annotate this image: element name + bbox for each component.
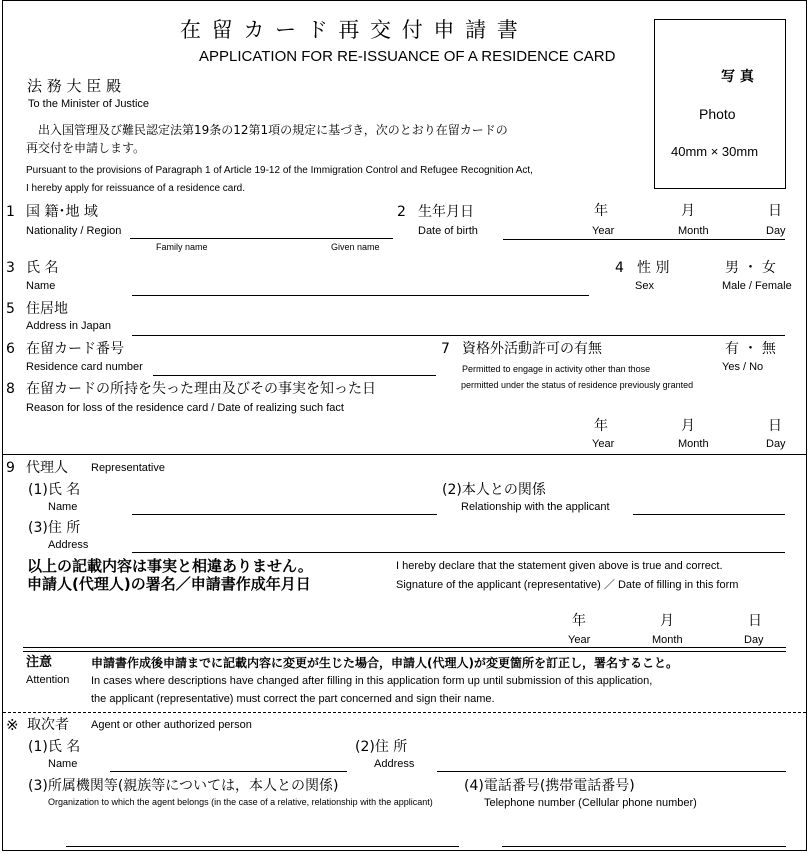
photo-box[interactable]	[654, 19, 786, 189]
field6-number: 6	[6, 341, 15, 357]
loss-month-jp: 月	[681, 418, 695, 434]
field5-label-en: Address in Japan	[26, 320, 111, 332]
agent-name-input-line[interactable]	[110, 771, 347, 772]
addressee-en: To the Minister of Justice	[28, 98, 150, 110]
loss-day-en: Day	[766, 438, 786, 450]
sign-year-en: Year	[568, 634, 591, 646]
agent-name-label-en: Name	[48, 758, 78, 770]
sex-options-jp[interactable]: 男 ・ 女	[725, 260, 776, 276]
declaration-en-line2: Signature of the applicant (representative) ／ Date of filling in this form	[396, 579, 739, 591]
field6-label-en: Residence card number	[26, 361, 143, 373]
loss-year-en: Year	[592, 438, 615, 450]
field9-label-en: Representative	[91, 462, 165, 474]
rep-address-label-en: Address	[48, 539, 89, 551]
intro-en-line2: I hereby apply for reissuance of a residence card.	[26, 183, 246, 194]
intro-en-line1: Pursuant to the provisions of Paragraph 1 of Article 19-12 of the Immigration Control and Refugee Recognition Act,	[26, 165, 533, 176]
dob-month-jp: 月	[681, 203, 695, 219]
sign-day-jp: 日	[748, 613, 762, 629]
declaration-jp-line1: 以上の記載内容は事実と相違ありません。	[27, 557, 313, 575]
attention-text-jp: 申請書作成後申請までに記載内容に変更が生じた場合，申請人(代理人)が変更箇所を訂正し，署名すること。	[91, 656, 678, 670]
rep-relationship-label-jp: (2)本人との関係	[442, 482, 546, 498]
field8-label-jp: 在留カードの所持を失った理由及びその事実を知った日	[26, 381, 376, 397]
field3-label-jp: 氏 名	[26, 260, 59, 276]
address-input-line[interactable]	[132, 335, 785, 336]
rep-relationship-input-line[interactable]	[633, 514, 785, 515]
field7-label-en-line1: Permitted to engage in activity other than those	[462, 364, 651, 374]
dashed-divider	[3, 712, 806, 713]
section-divider	[3, 454, 806, 455]
field1-label-en: Nationality / Region	[26, 225, 122, 237]
field1-label-jp: 国 籍･地 域	[26, 204, 98, 220]
photo-size: 40mm × 30mm	[671, 144, 759, 159]
loss-day-jp: 日	[768, 418, 782, 434]
rep-name-label-en: Name	[48, 501, 78, 513]
dob-year-en: Year	[592, 225, 615, 237]
field9-label-jp: 代理人	[26, 460, 68, 476]
field4-label-en: Sex	[635, 280, 654, 292]
agent-address-label-jp: (2)住 所	[355, 739, 408, 755]
field3-number: 3	[6, 260, 15, 276]
field2-label-jp: 生年月日	[418, 204, 474, 220]
field8-label-en: Reason for loss of the residence card / Date of realizing such fact	[26, 402, 344, 414]
field8-number: 8	[6, 381, 15, 397]
field5-label-jp: 住居地	[26, 301, 68, 317]
nationality-input-line[interactable]	[130, 238, 393, 239]
agent-phone-label-jp: (4)電話番号(携帯電話番号)	[464, 778, 635, 794]
loss-month-en: Month	[678, 438, 709, 450]
signature-double-line[interactable]	[23, 647, 786, 652]
rep-address-label-jp: (3)住 所	[28, 520, 81, 536]
field7-number: 7	[441, 341, 450, 357]
permission-options-jp[interactable]: 有 ・ 無	[725, 341, 776, 357]
field7-label-en-line2: permitted under the status of residence previously granted	[461, 380, 694, 390]
field2-number: 2	[397, 204, 406, 220]
field5-number: 5	[6, 301, 15, 317]
name-input-line[interactable]	[132, 295, 589, 296]
agent-org-label-jp: (3)所属機関等(親族等については，本人との関係)	[28, 778, 339, 794]
field6-label-jp: 在留カード番号	[26, 341, 124, 357]
agent-label-en: Agent or other authorized person	[91, 719, 252, 731]
agent-phone-input-line[interactable]	[502, 846, 786, 847]
agent-address-input-line[interactable]	[437, 771, 786, 772]
field3-label-en: Name	[26, 280, 56, 292]
declaration-en-line1: I hereby declare that the statement given above is true and correct.	[396, 560, 723, 572]
dob-month-en: Month	[678, 225, 709, 237]
rep-name-label-jp: (1)氏 名	[28, 482, 81, 498]
agent-org-input-line[interactable]	[66, 846, 459, 847]
sex-options-en: Male / Female	[722, 280, 792, 292]
dob-input-line[interactable]	[503, 239, 785, 240]
family-name-label: Family name	[156, 242, 208, 252]
dob-day-jp: 日	[768, 203, 782, 219]
field7-label-jp: 資格外活動許可の有無	[462, 341, 602, 357]
photo-label-jp: 写 真	[721, 69, 754, 85]
agent-name-label-jp: (1)氏 名	[28, 739, 81, 755]
field4-label-jp: 性 別	[637, 260, 670, 276]
form-title-en: APPLICATION FOR RE-ISSUANCE OF A RESIDENCE CARD	[199, 48, 616, 65]
loss-year-jp: 年	[594, 418, 608, 434]
field1-number: 1	[6, 204, 15, 220]
sign-month-jp: 月	[660, 613, 674, 629]
attention-text-en-line2: the applicant (representative) must correct the part concerned and sign their name.	[91, 693, 495, 705]
agent-address-label-en: Address	[374, 758, 415, 770]
rep-address-input-line[interactable]	[132, 552, 785, 553]
attention-text-en-line1: In cases where descriptions have changed after filling in this application form up until submission of this application,	[91, 675, 653, 687]
dob-day-en: Day	[766, 225, 786, 237]
card-number-input-line[interactable]	[153, 375, 436, 376]
intro-jp-line2: 再交付を申請します。	[26, 141, 146, 155]
field2-label-en: Date of birth	[418, 225, 478, 237]
photo-label-en: Photo	[699, 106, 736, 122]
agent-mark: ※	[6, 716, 19, 734]
field4-number: 4	[615, 260, 624, 276]
field9-number: 9	[6, 460, 15, 476]
sign-day-en: Day	[744, 634, 764, 646]
declaration-jp-line2: 申請人(代理人)の署名／申請書作成年月日	[27, 575, 311, 593]
rep-relationship-label-en: Relationship with the applicant	[461, 501, 610, 513]
form-title-jp: 在 留 カ ー ド 再 交 付 申 請 書	[180, 18, 520, 42]
attention-label-en: Attention	[26, 674, 70, 686]
permission-options-en: Yes / No	[722, 361, 764, 373]
rep-name-input-line[interactable]	[132, 514, 437, 515]
addressee-jp: 法 務 大 臣 殿	[27, 77, 122, 95]
given-name-label: Given name	[331, 242, 380, 252]
attention-label-jp: 注意	[26, 655, 53, 670]
agent-org-label-en: Organization to which the agent belongs (in the case of a relative, relationship with the applicant)	[48, 797, 433, 807]
sign-month-en: Month	[652, 634, 683, 646]
intro-jp-line1: 出入国管理及び難民認定法第19条の12第1項の規定に基づき，次のとおり在留カードの	[38, 123, 508, 137]
agent-label-jp: 取次者	[27, 717, 69, 733]
sign-year-jp: 年	[572, 613, 586, 629]
dob-year-jp: 年	[594, 203, 608, 219]
agent-phone-label-en: Telephone number (Cellular phone number)	[484, 797, 697, 809]
